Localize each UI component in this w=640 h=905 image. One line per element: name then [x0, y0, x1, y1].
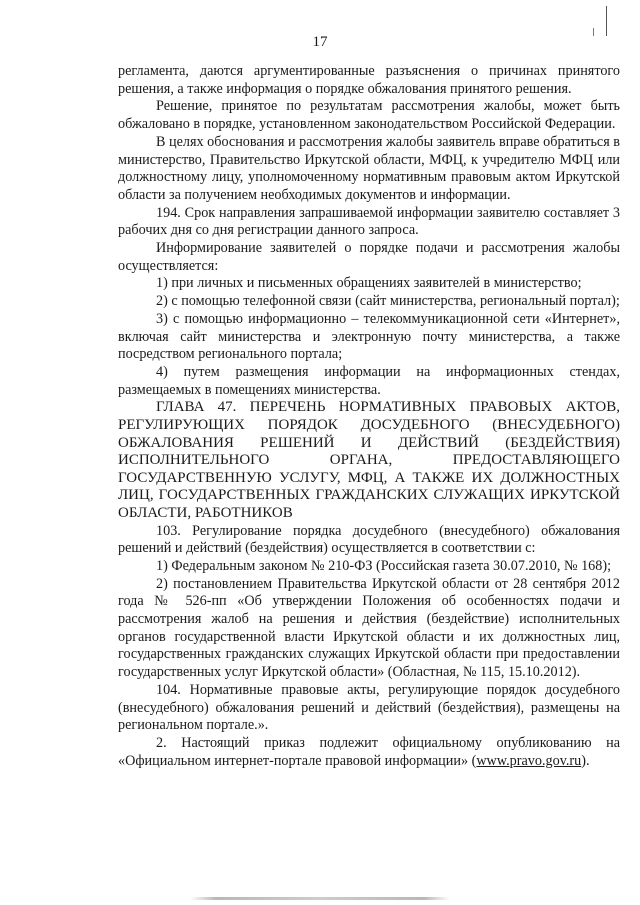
- paragraph-informing: Информирование заявителей о порядке подачи и рассмотрения жалобы осуществляется:: [118, 240, 620, 274]
- publication-closing: ).: [581, 752, 590, 769]
- paragraph-104: 104. Нормативные правовые акты, регулирующие порядок досудебного (внесудебного) обжалования решений и действий (бездействия), размещены на региональном портале.».: [118, 681, 620, 734]
- list-item-3: 3) с помощью информационно – телекоммуникационной сети «Интернет», включая сайт министерства и электронную почту министерства, а также посредством регионального портала;: [118, 310, 620, 363]
- list-item-federal-law: 1) Федеральным законом № 210-ФЗ (Российская газета 30.07.2010, № 168);: [156, 557, 612, 574]
- list-item-2: 2) с помощью телефонной связи (сайт министерства, региональный портал);: [156, 293, 620, 310]
- list-item-1: 1) при личных и письменных обращениях заявителей в министерство;: [156, 275, 582, 292]
- chapter-47-heading: ГЛАВА 47. ПЕРЕЧЕНЬ НОРМАТИВНЫХ ПРАВОВЫХ АКТОВ, РЕГУЛИРУЮЩИХ ПОРЯДОК ДОСУДЕБНОГО (ВНЕСУДЕБНОГО) ОБЖАЛОВАНИЯ РЕШЕНИЙ И ДЕЙСТВИЙ (БЕЗДЕЙСТВИЯ) ИСПОЛНИТЕЛЬНОГО ОРГАНА, ПРЕДОСТАВЛЯЮЩЕГО ГОСУДАРСТВЕННУЮ УСЛУГУ, МФЦ, А ТАКЖЕ ИХ ДОЛЖНОСТНЫХ ЛИЦ, ГОСУДАРСТВЕННЫХ ГРАЖДАНСКИХ СЛУЖАЩИХ ИРКУТСКОЙ ОБЛАСТИ, РАБОТНИКОВ: [118, 399, 620, 521]
- document-body: [118, 63, 620, 770]
- pravo-gov-link[interactable]: www.pravo.gov.ru: [476, 752, 582, 769]
- publication-text: 2. Настоящий приказ подлежит официальному опубликованию на «Официальном интернет-портале правовой информации» (: [118, 734, 620, 769]
- paragraph-continuation: регламента, даются аргументированные разъяснения о причинах принятого решения, а также информация о порядке обжалования принятого решения.: [118, 63, 620, 97]
- scan-edge-mark: [606, 6, 607, 36]
- paragraph-appeal-decision: Решение, принятое по результатам рассмотрения жалобы, может быть обжаловано в порядке, установленном законодательством Российской Федерации.: [118, 98, 620, 133]
- list-item-resolution: 2) постановлением Правительства Иркутской области от 28 сентября 2012 года № 526-пп «Об утверждении Положения об особенностях подачи и рассмотрения жалоб на решения и действия (бездействие) исполнительных органов государственной власти Иркутской области и их должностных лиц, государственных гражданских служащих Иркутской области при предоставлении государственных услуг Иркутской области» (Областная, № 115, 15.10.2012).: [118, 575, 620, 681]
- paragraph-194: 194. Срок направления запрашиваемой информации заявителю составляет 3 рабочих дня со дня регистрации данного запроса.: [118, 204, 620, 239]
- page-number: 17: [312, 34, 328, 50]
- paragraph-publication: [118, 735, 620, 770]
- paragraph-103: 103. Регулирование порядка досудебного (внесудебного) обжалования решений и действий (бездействия) осуществляется в соответствии с:: [118, 522, 620, 557]
- paragraph-applicant-rights: В целях обоснования и рассмотрения жалобы заявитель вправе обратиться в министерство, Правительство Иркутской области, МФЦ, к учредителю МФЦ или должностному лицу, уполномоченному нормативным правовым актом Иркутской области за получением необходимых документов и информации.: [118, 133, 621, 203]
- scan-bottom-smudge: [190, 897, 450, 900]
- list-item-4: 4) путем размещения информации на информационных стендах, размещаемых в помещениях министерства.: [118, 363, 620, 398]
